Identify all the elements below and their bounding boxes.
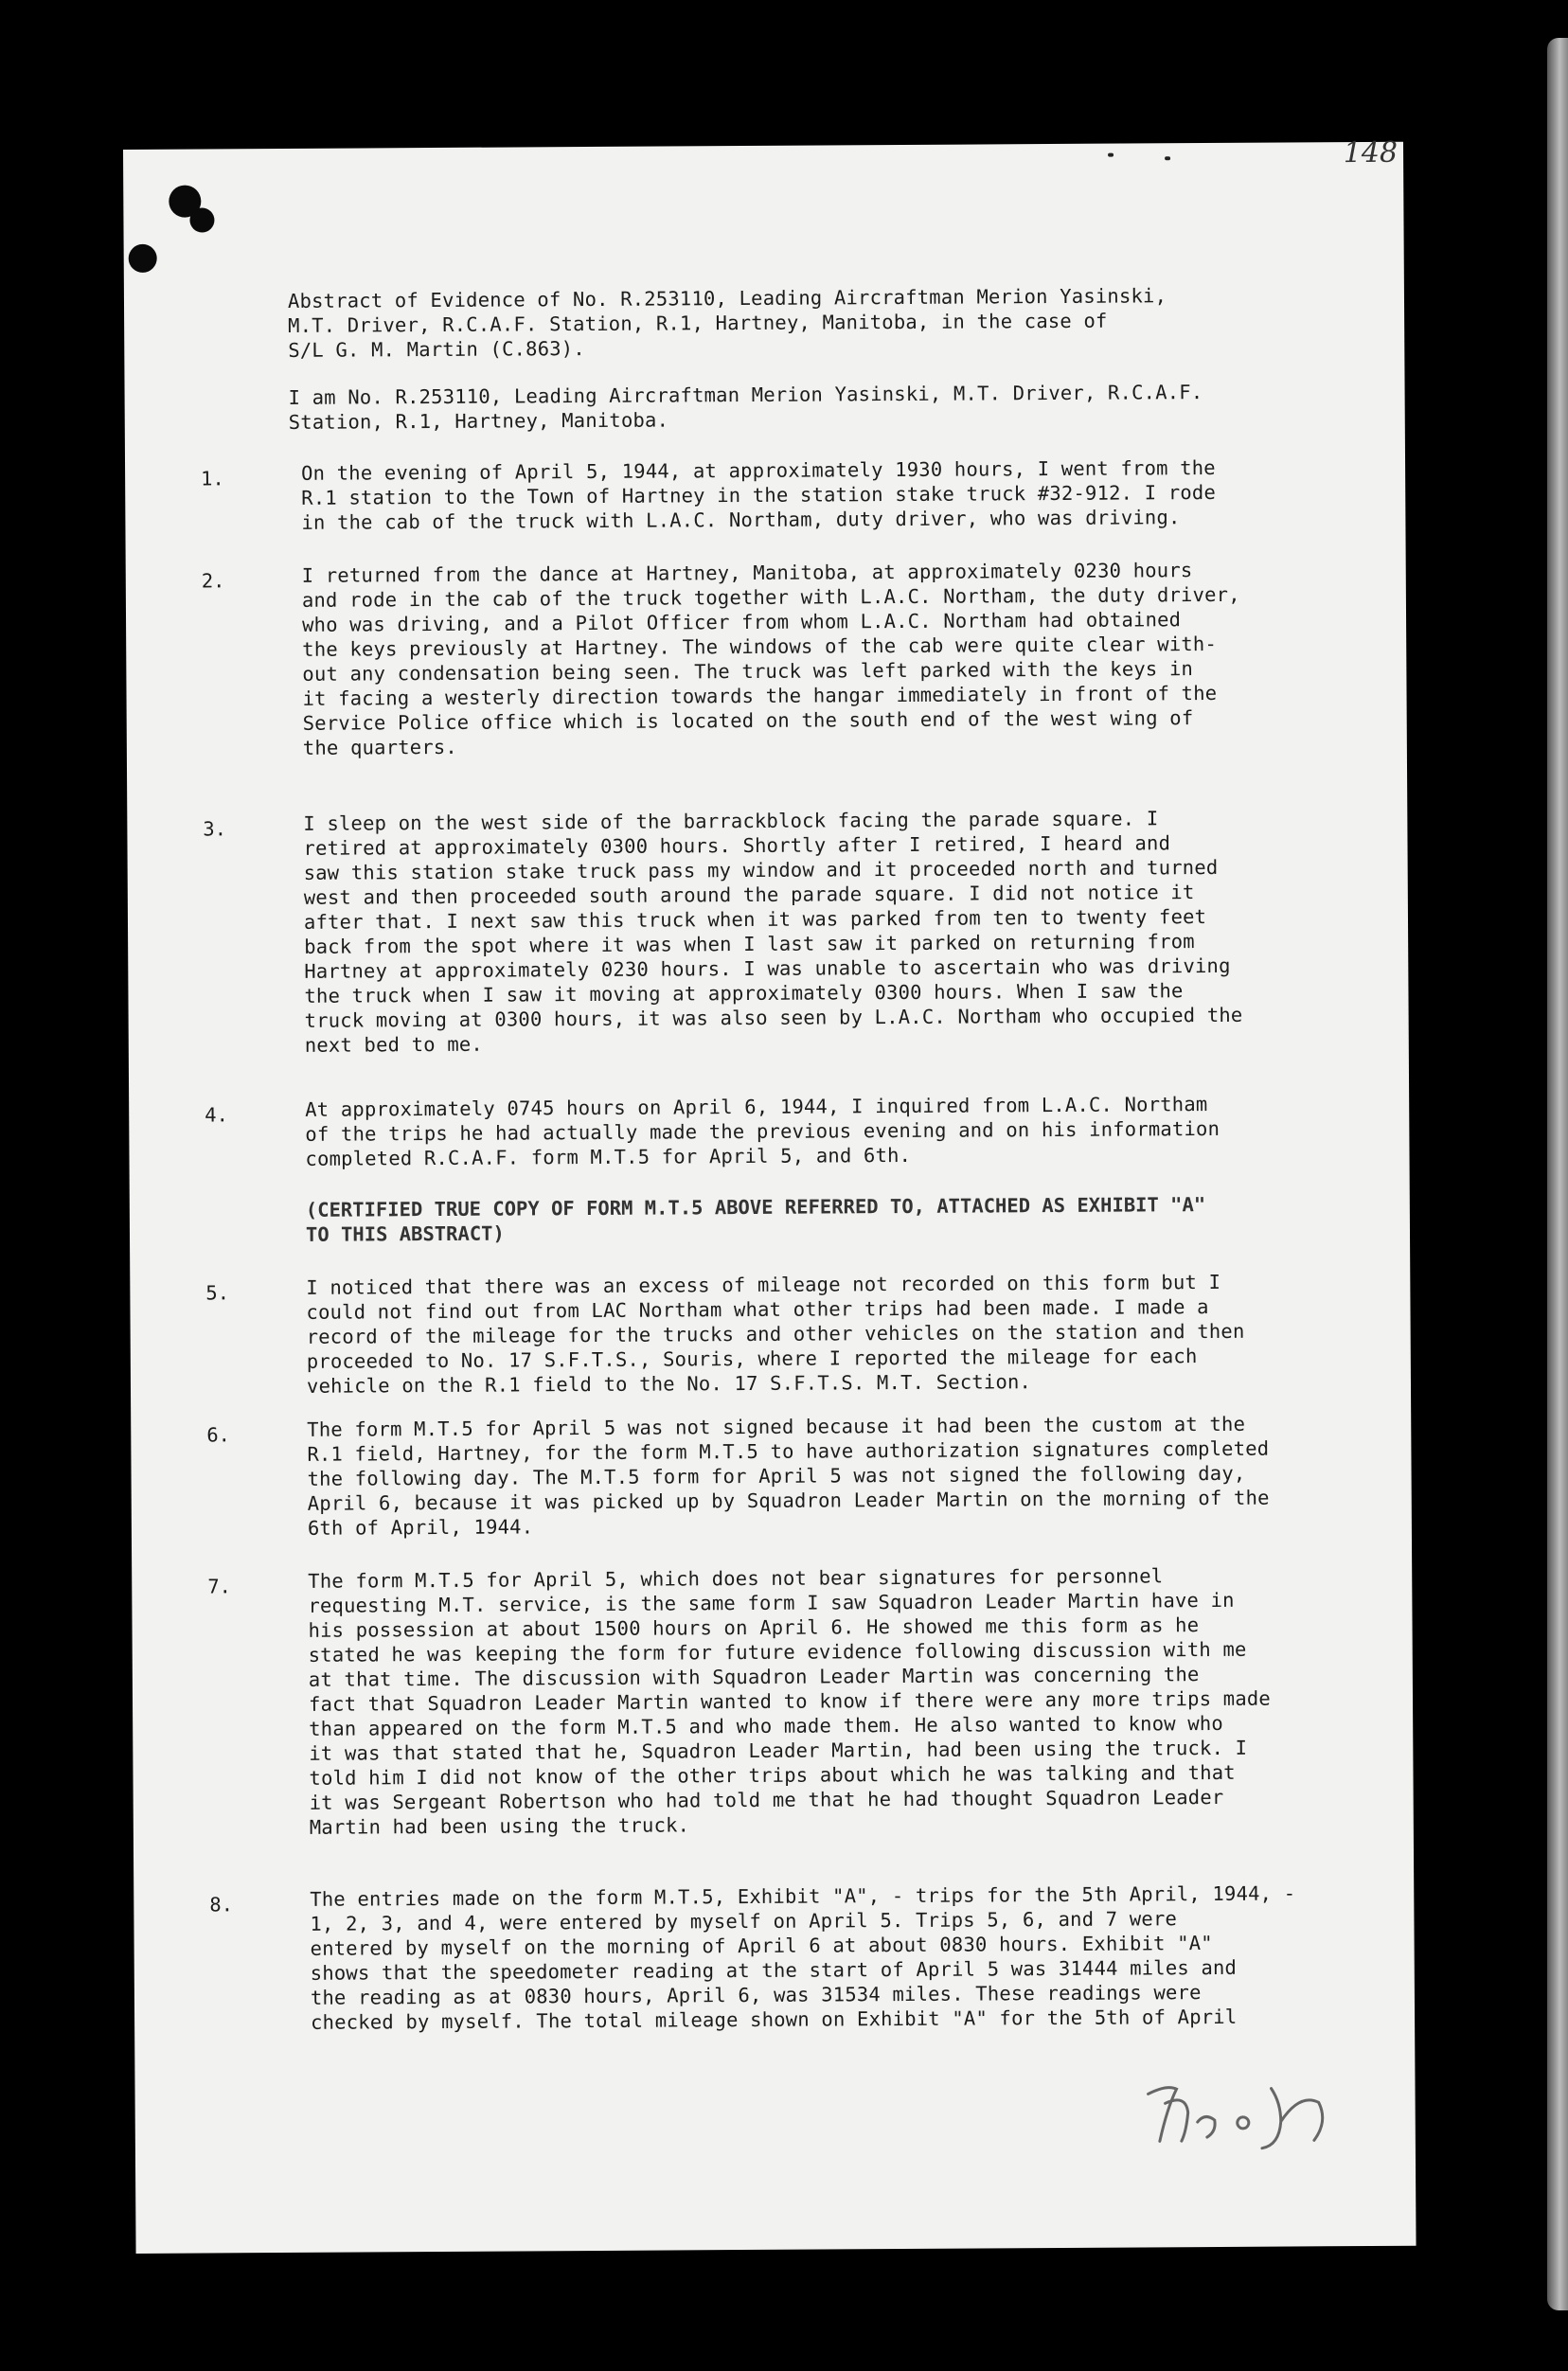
paragraph-number: 8.: [209, 1893, 234, 1916]
paragraph-4: [129, 1091, 1409, 1170]
paragraph-number: 2.: [201, 569, 225, 593]
attachment-note: (CERTIFIED TRUE COPY OF FORM M.T.5 ABOVE REFERRED TO, ATTACHED AS EXHIBIT "A" TO THIS ABSTRACT): [305, 1193, 1206, 1246]
paragraph-7: [132, 1562, 1412, 1839]
paragraph-6: [131, 1411, 1411, 1540]
speck: [1165, 156, 1170, 160]
paragraph-text: I sleep on the west side of the barrackblock facing the parade square. I retired at approximately 0300 hours. Shortly after I retired, I heard and saw this station stake truck pass my window and it proceeded north and turned west and then proceeded south around the parade square. I did not notice it after that. I next saw this truck when it was parked from ten to twenty feet back from the spot where it was when I last saw it parked on returning from Hartney at approximately 0230 hours. I was unable to ascertain who was driving the truck when I saw it moving at approximately 0300 hours. When I saw the truck moving at 0300 hours, it was also seen by L.A.C. Northam who occupied the next bed to me.: [303, 807, 1243, 1057]
paragraph-number: 7.: [207, 1575, 232, 1598]
speck: [1108, 153, 1114, 157]
page-number: 148: [1343, 135, 1399, 170]
paragraph-text: The form M.T.5 for April 5 was not signed because it had been the custom at the R.1 field, Hartney, for the form M.T.5 to have authorization signatures completed the following day. The M.T.5 form for April 5 was not signed the following day, April 6, because it was picked up by Squadron Leader Martin on the morning of the 6th of April, 1944.: [307, 1412, 1270, 1540]
paragraph-number: 6.: [206, 1423, 231, 1447]
paragraph-2: [126, 557, 1406, 759]
paragraph-number: 5.: [205, 1281, 230, 1305]
paragraph-text: On the evening of April 5, 1944, at approximately 1930 hours, I went from the R.1 station to the Town of Hartney in the station stake truck #32-912. I rode in the cab of the truck with L.A.C. Northam, duty driver, who was driving.: [301, 455, 1217, 534]
abstract-heading: Abstract of Evidence of No. R.253110, Leading Aircraftman Merion Yasinski, M.T. Driver, R.C.A.F. Station, R.1, Hartney, Manitoba, in the case of S/L G. M. Martin (C.863).: [287, 284, 1167, 362]
paragraph-number: 3.: [203, 817, 227, 841]
paragraph-number: 4.: [205, 1103, 228, 1127]
paragraph-5: [130, 1269, 1410, 1398]
paragraph-1: [125, 455, 1405, 534]
paragraph-text: The entries made on the form M.T.5, Exhibit "A", - trips for the 5th April, 1944, - 1, 2, 3, and 4, were entered by myself on April 5. Trips 5, 6, and 7 were entered by myself on the morning of April 6 at about 0830 hours. Exhibit "A" shows that the speedometer reading at the start of April 5 was 31444 miles and the reading as at 0830 hours, April 6, was 31534 miles. These readings were checked by myself. The total mileage shown on Exhibit "A" for the 5th of April: [310, 1881, 1296, 2034]
paragraph-3: [127, 805, 1407, 1057]
paragraph-text: At approximately 0745 hours on April 6, 1944, I inquired from L.A.C. Northam of the trips he had actually made the previous evening and on his information completed R.C.A.F. form M.T.5 for April 5, and 6th.: [305, 1093, 1221, 1170]
paragraph-number: 1.: [201, 467, 224, 490]
paragraph-text: The form M.T.5 for April 5, which does not bear signatures for personnel requesting M.T. service, is the same form I saw Squadron Leader Martin have in his possession at about 1500 hours on April 6. He showed me this form as he stated he was keeping the form for future evidence following discussion with me at that time. The discussion with Squadron Leader Martin was concerning the fact that Squadron Leader Martin wanted to know if there were any more trips made than appeared on the form M.T.5 and who made them. He also wanted to know who it was that stated that he, Squadron Leader Martin, had been using the truck. I told him I did not know of the other trips about which he was talking and that it was Sergeant Robertson who had told me that he had thought Squadron Leader Martin had been using the truck.: [308, 1564, 1271, 1839]
punch-hole: [189, 207, 214, 232]
paragraph-text: I returned from the dance at Hartney, Manitoba, at approximately 0230 hours and rode in the cab of the truck together with L.A.C. Northam, the duty driver, who was driving, and a Pilot Officer from whom L.A.C. Northam had obtained the keys previously at Hartney. The windows of the cab were quite clear with- out any condensation being seen. The truck was left parked with the keys in it facing a westerly direction towards the hangar immediately in front of the Service Police office which is located on the south end of the west wing of the quarters.: [301, 559, 1240, 759]
paragraph-text: I noticed that there was an excess of mileage not recorded on this form but I could not find out from LAC Northam what other trips had been made. I made a record of the mileage for the trucks and other vehicles on the station and then proceeded to No. 17 S.F.T.S., Souris, where I reported the mileage for each vehicle on the R.1 field to the No. 17 S.F.T.S. M.T. Section.: [306, 1270, 1245, 1398]
punch-hole: [129, 244, 157, 273]
initials-signature: [1138, 2064, 1347, 2150]
witness-statement: I am No. R.253110, Leading Aircraftman Merion Yasinski, M.T. Driver, R.C.A.F. Station, R.1, Hartney, Manitoba.: [288, 381, 1203, 434]
document-page: [123, 135, 1417, 2254]
film-edge: [1547, 38, 1568, 2310]
paragraph-8: [134, 1881, 1414, 2034]
